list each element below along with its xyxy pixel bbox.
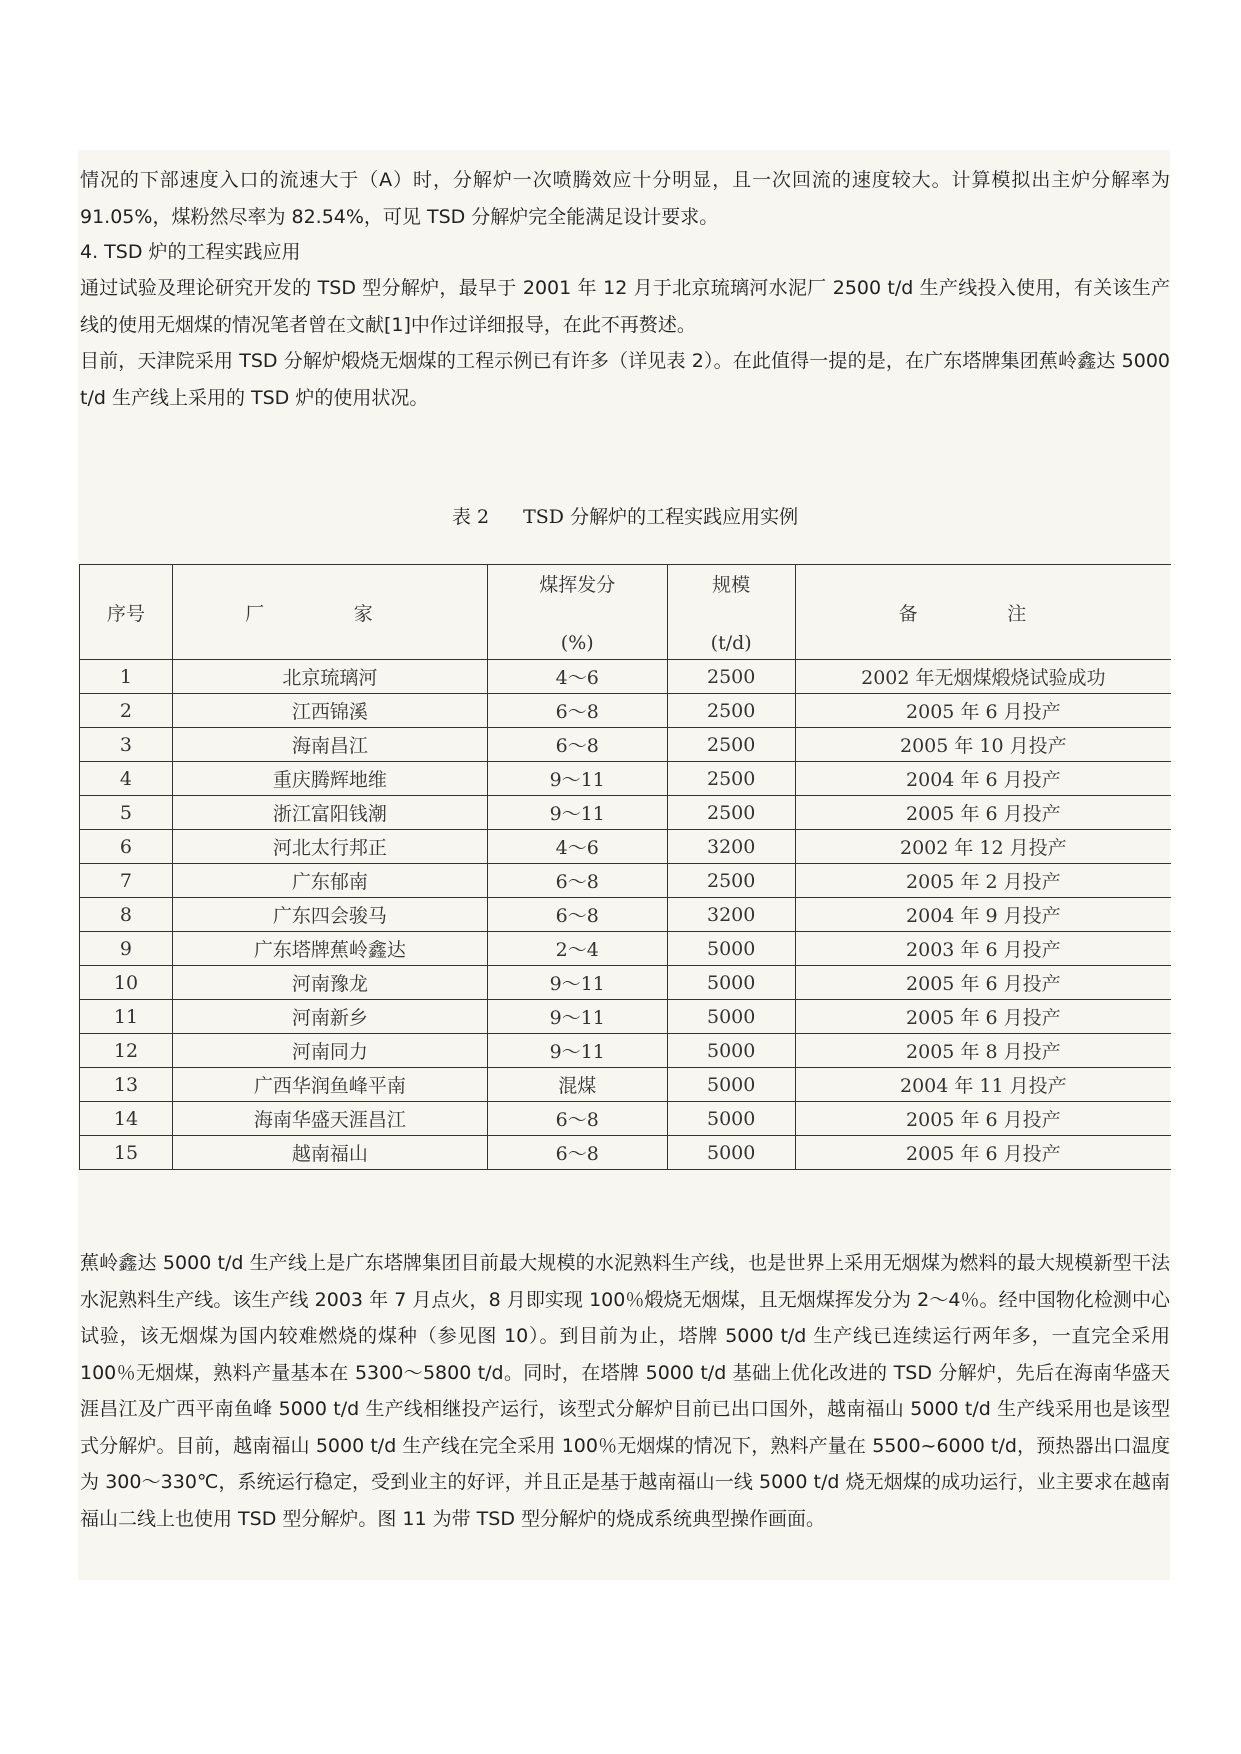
cell-no: 12 [80, 1034, 173, 1068]
cell-scale: 5000 [667, 966, 795, 1000]
cell-factory: 浙江富阳钱潮 [172, 796, 487, 830]
cell-note: 2005 年 8 月投产 [795, 1034, 1171, 1068]
cell-no: 7 [80, 864, 173, 898]
paragraph-application-examples: 目前，天津院采用 TSD 分解炉煅烧无烟煤的工程示例已有许多（详见表 2）。在此值得一提的是，在广东塔牌集团蕉岭鑫达 5000 t/d 生产线上采用的 TSD 炉的使用状况。 [80, 350, 1170, 409]
table-row [80, 864, 1172, 898]
cell-scale: 2500 [667, 864, 795, 898]
table-caption [80, 502, 1170, 529]
cell-factory: 北京琉璃河 [172, 660, 487, 694]
table-header-row [80, 565, 1172, 660]
table-row [80, 966, 1172, 1000]
header-scale-label: 规模 [712, 574, 751, 596]
cell-factory: 江西锦溪 [172, 694, 487, 728]
paragraph-jiaoling-xinda: 蕉岭鑫达 5000 t/d 生产线上是广东塔牌集团目前最大规模的水泥熟料生产线，也是世界上采用无烟煤为燃料的最大规模新型干法水泥熟料生产线。该生产线 2003 年 7 月点火，8 月即实现 100％煅烧无烟煤，且无烟煤挥发分为 2～4％。经中国物化检测中心试验，该无烟煤为国内较难燃烧的煤种（参见图 10）。到目前为止，塔牌 5000 t/d 生产线已连续运行两年多，一直完全采用 100％无烟煤，熟料产量基本在 5300～5800 t/d。同时，在塔牌 5000 t/d 基础上优化改进的 TSD 分解炉，先后在海南华盛天涯昌江及广西平南鱼峰 5000 t/d 生产线相继投产运行，该型式分解炉目前已出口国外，越南福山 5000 t/d 生产线采用也是该型式分解炉。目前，越南福山 5000 t/d 生产线在完全采用 100％无烟煤的情况下，熟料产量在 5500~6000 t/d，预热器出口温度为 300～330℃，系统运行稳定，受到业主的好评，并且正是基于越南福山一线 5000 t/d 烧无烟煤的成功运行，业主要求在越南福山二线上也使用 TSD 型分解炉。图 11 为带 TSD 型分解炉的烧成系统典型操作画面。 [80, 1252, 1170, 1530]
cell-factory: 广西华润鱼峰平南 [172, 1068, 487, 1102]
cell-volatile: 6～8 [487, 728, 667, 762]
table-caption-title: TSD 分解炉的工程实践应用实例 [523, 506, 799, 528]
cell-note: 2004 年 9 月投产 [795, 898, 1171, 932]
header-factory-label: 厂 家 [245, 602, 415, 625]
cell-no: 5 [80, 796, 173, 830]
cell-no: 13 [80, 1068, 173, 1102]
cell-no: 1 [80, 660, 173, 694]
cell-note: 2005 年 6 月投产 [795, 1136, 1171, 1170]
cell-volatile: 4～6 [487, 830, 667, 864]
cell-scale: 5000 [667, 1034, 795, 1068]
cell-no: 9 [80, 932, 173, 966]
cell-note: 2003 年 6 月投产 [795, 932, 1171, 966]
cell-no: 8 [80, 898, 173, 932]
cell-note: 2005 年 2 月投产 [795, 864, 1171, 898]
cell-volatile: 2～4 [487, 932, 667, 966]
cell-scale: 2500 [667, 728, 795, 762]
cell-no: 2 [80, 694, 173, 728]
cell-scale: 5000 [667, 1068, 795, 1102]
cell-no: 15 [80, 1136, 173, 1170]
header-factory [172, 565, 487, 660]
table-row [80, 1034, 1172, 1068]
cell-volatile: 6～8 [487, 864, 667, 898]
table-row [80, 1102, 1172, 1136]
header-volatile-unit: (%) [560, 632, 594, 654]
cell-volatile: 9～11 [487, 966, 667, 1000]
cell-no: 11 [80, 1000, 173, 1034]
table-row [80, 728, 1172, 762]
header-volatile [487, 565, 667, 660]
cell-scale: 5000 [667, 1102, 795, 1136]
cell-scale: 2500 [667, 762, 795, 796]
cell-scale: 2500 [667, 694, 795, 728]
cell-volatile: 9～11 [487, 762, 667, 796]
paragraph-first-application: 通过试验及理论研究开发的 TSD 型分解炉，最早于 2001 年 12 月于北京琉璃河水泥厂 2500 t/d 生产线投入使用，有关该生产线的使用无烟煤的情况笔者曾在文献[1]中作过详细报导，在此不再赘述。 [80, 277, 1170, 336]
table-body [80, 660, 1172, 1170]
table-row [80, 898, 1172, 932]
header-note [795, 565, 1171, 660]
cell-factory: 河北太行邦正 [172, 830, 487, 864]
cell-scale: 2500 [667, 660, 795, 694]
table-row [80, 796, 1172, 830]
cell-volatile: 6～8 [487, 1136, 667, 1170]
cell-factory: 广东四会骏马 [172, 898, 487, 932]
cell-scale: 5000 [667, 932, 795, 966]
cell-note: 2005 年 6 月投产 [795, 694, 1171, 728]
cell-factory: 广东郁南 [172, 864, 487, 898]
table-row [80, 694, 1172, 728]
table-caption-label: 表 2 [451, 506, 490, 528]
header-note-label: 备 注 [898, 602, 1069, 625]
cell-volatile: 9～11 [487, 796, 667, 830]
cell-note: 2005 年 6 月投产 [795, 1102, 1171, 1136]
cell-volatile: 9～11 [487, 1034, 667, 1068]
table-row [80, 1068, 1172, 1102]
cell-scale: 3200 [667, 830, 795, 864]
cell-volatile: 9～11 [487, 1000, 667, 1034]
cell-no: 10 [80, 966, 173, 1000]
cell-volatile: 4～6 [487, 660, 667, 694]
cell-volatile: 6～8 [487, 1102, 667, 1136]
cell-volatile: 6～8 [487, 694, 667, 728]
cell-note: 2005 年 6 月投产 [795, 1000, 1171, 1034]
cell-factory: 广东塔牌蕉岭鑫达 [172, 932, 487, 966]
cell-factory: 海南昌江 [172, 728, 487, 762]
cell-volatile: 混煤 [487, 1068, 667, 1102]
cell-note: 2004 年 6 月投产 [795, 762, 1171, 796]
header-scale [667, 565, 795, 660]
cell-factory: 重庆腾辉地维 [172, 762, 487, 796]
table-row [80, 830, 1172, 864]
table-row [80, 1136, 1172, 1170]
cell-scale: 2500 [667, 796, 795, 830]
table-row [80, 660, 1172, 694]
cell-volatile: 6～8 [487, 898, 667, 932]
cell-note: 2005 年 6 月投产 [795, 966, 1171, 1000]
cell-factory: 海南华盛天涯昌江 [172, 1102, 487, 1136]
table-row [80, 1000, 1172, 1034]
header-index: 序号 [80, 565, 173, 660]
section-heading: 4. TSD 炉的工程实践应用 [80, 241, 301, 263]
cell-note: 2002 年 12 月投产 [795, 830, 1171, 864]
cell-scale: 3200 [667, 898, 795, 932]
cell-no: 4 [80, 762, 173, 796]
cell-note: 2005 年 6 月投产 [795, 796, 1171, 830]
cell-note: 2004 年 11 月投产 [795, 1068, 1171, 1102]
table-row [80, 762, 1172, 796]
header-volatile-label: 煤挥发分 [539, 574, 616, 596]
cell-note: 2005 年 10 月投产 [795, 728, 1171, 762]
cell-scale: 5000 [667, 1000, 795, 1034]
cell-note: 2002 年无烟煤煅烧试验成功 [795, 660, 1171, 694]
cell-factory: 河南新乡 [172, 1000, 487, 1034]
cell-no: 6 [80, 830, 173, 864]
table-row [80, 932, 1172, 966]
cell-factory: 越南福山 [172, 1136, 487, 1170]
application-table [79, 564, 1171, 1170]
cell-no: 3 [80, 728, 173, 762]
cell-no: 14 [80, 1102, 173, 1136]
header-scale-unit: (t/d) [710, 632, 752, 654]
paragraph-simulation-result: 情况的下部速度入口的流速大于（A）时，分解炉一次喷腾效应十分明显，且一次回流的速度较大。计算模拟出主炉分解率为 91.05%，煤粉然尽率为 82.54%，可见 TSD 分解炉完全能满足设计要求。 [80, 169, 1170, 228]
cell-factory: 河南豫龙 [172, 966, 487, 1000]
cell-scale: 5000 [667, 1136, 795, 1170]
cell-factory: 河南同力 [172, 1034, 487, 1068]
